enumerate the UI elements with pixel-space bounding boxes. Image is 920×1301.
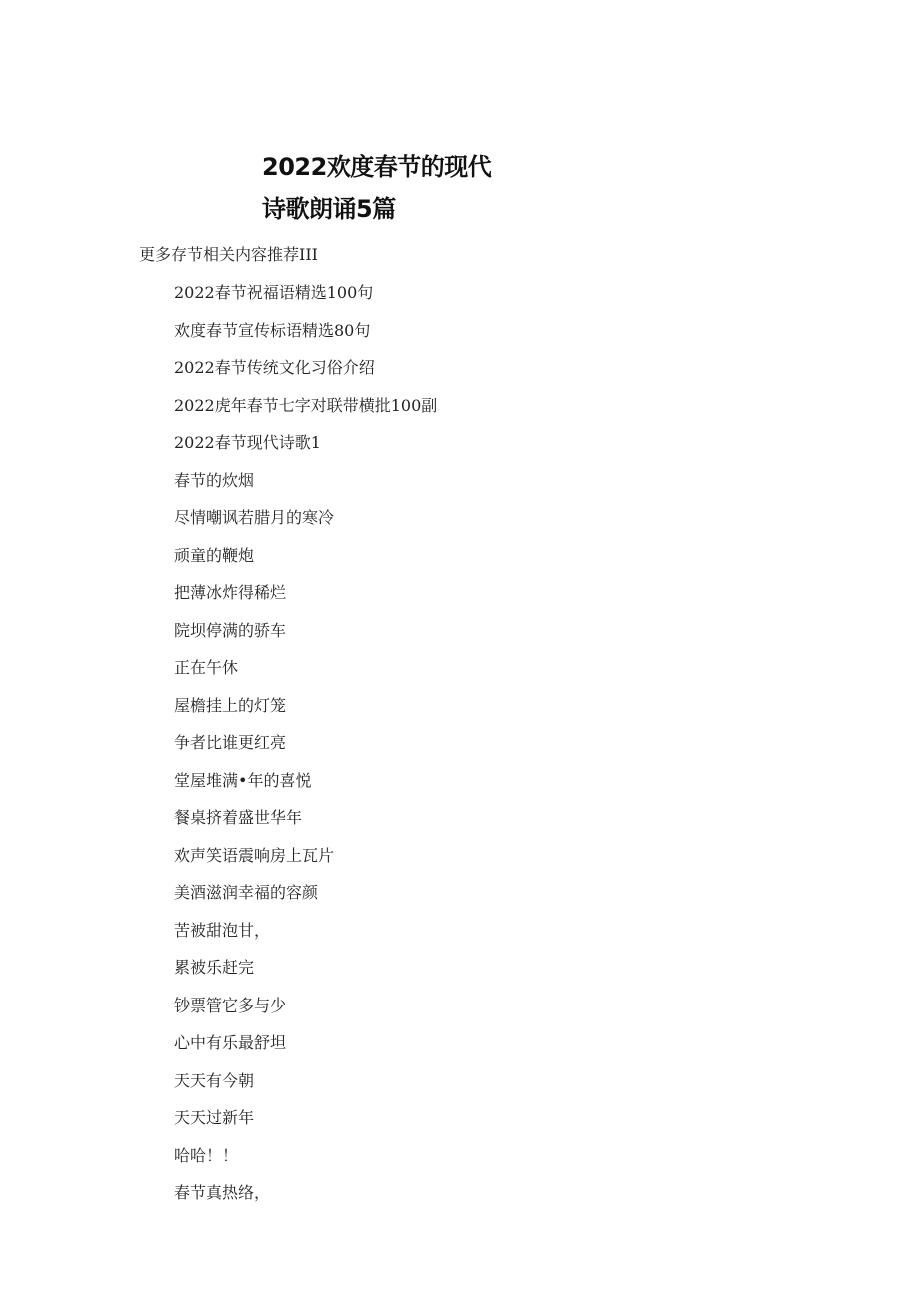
poem-line: 餐桌挤着盛世华年 <box>174 808 303 827</box>
related-link-item: 2022春节祝福语精选100句 <box>174 283 374 302</box>
poem-line: 屋檐挂上的灯笼 <box>174 695 287 715</box>
poem-line: 把薄冰炸得稀烂 <box>174 583 287 602</box>
poem-line: 正在午休 <box>174 658 239 677</box>
poem-line: 春节真热络， <box>174 1183 271 1202</box>
poem-line: 累被乐赶完 <box>174 958 255 977</box>
related-link-item: 2022虎年春节七字对联带横批100副 <box>174 395 438 415</box>
title-line-2: 诗歌朗诵5篇 <box>262 195 396 223</box>
poem-line: 春节的炊烟 <box>174 470 255 490</box>
poem-line: 2022春节现代诗歌1 <box>174 433 321 452</box>
poem-line: 心中有乐最舒坦 <box>174 1033 287 1052</box>
title-line-1: 2022欢度春节的现代 <box>262 153 492 181</box>
poem-line: 苦被甜泡甘， <box>174 920 271 940</box>
poem-line: 天天有今朝 <box>174 1070 255 1090</box>
document-title <box>262 146 491 230</box>
poem-line: 堂屋堆满•年的喜悦 <box>174 770 312 790</box>
poem-line: 钞票管它多与少 <box>174 995 287 1015</box>
related-content-intro: 更多存节相关内容推荐III <box>139 245 318 264</box>
poem-line: 院坝停满的骄车 <box>174 620 287 640</box>
poem-line: 争者比谁更红亮 <box>174 733 287 752</box>
poem-line: 哈哈！！ <box>174 1145 239 1165</box>
poem-line: 欢声笑语震响房上瓦片 <box>174 845 335 865</box>
related-link-item: 2022春节传统文化习俗介绍 <box>174 358 375 377</box>
poem-line: 尽情嘲讽若腊月的寒冷 <box>174 508 335 527</box>
related-link-item: 欢度春节宣传标语精选80句 <box>174 320 371 340</box>
poem-lines <box>174 280 437 1218</box>
poem-line: 天天过新年 <box>174 1108 255 1127</box>
poem-line: 顽童的鞭炮 <box>174 545 255 565</box>
poem-line: 美酒滋润幸福的容颜 <box>174 883 319 902</box>
